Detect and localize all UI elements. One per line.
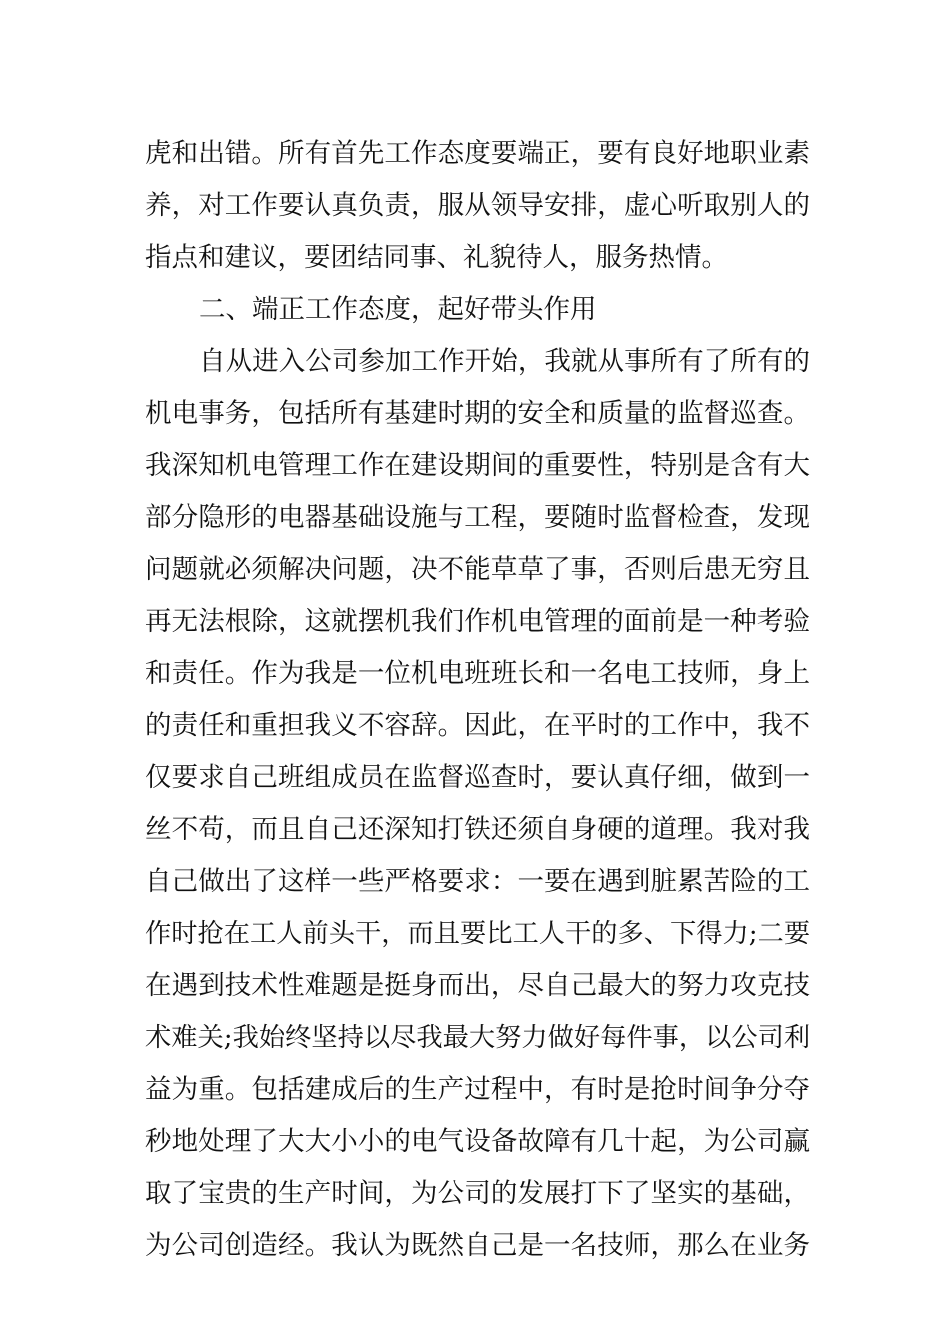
section-heading: 二、端正工作态度，起好带头作用 <box>199 294 597 325</box>
text-line: 部分隐形的电器基础设施与工程，要随时监督检查，发现 <box>145 502 810 533</box>
text-line: 机电事务，包括所有基建时期的安全和质量的监督巡查。 <box>145 398 810 429</box>
text-line: 再无法根除，这就摆机我们作机电管理的面前是一种考验 <box>145 606 810 637</box>
text-line: 术难关;我始终坚持以尽我最大努力做好每件事，以公司利 <box>145 1023 811 1053</box>
text-line: 丝不苟，而且自己还深知打铁还须自身硬的道理。我对我 <box>145 814 810 845</box>
text-line: 指点和建议，要团结同事、礼貌待人，服务热情。 <box>145 242 728 273</box>
text-line: 自从进入公司参加工作开始，我就从事所有了所有的 <box>199 346 810 377</box>
text-line: 的责任和重担我义不容辞。因此，在平时的工作中，我不 <box>145 710 810 741</box>
text-line: 自己做出了这样一些严格要求：一要在遇到脏累苦险的工 <box>145 866 810 897</box>
text-line: 仅要求自己班组成员在监督巡查时，要认真仔细，做到一 <box>145 762 810 793</box>
text-line: 虎和出错。所有首先工作态度要端正，要有良好地职业素 <box>145 138 810 169</box>
text-line: 问题就必须解决问题，决不能草草了事，否则后患无穷且 <box>145 554 810 585</box>
text-line: 在遇到技术性难题是挺身而出，尽自己最大的努力攻克技 <box>145 970 810 1001</box>
text-line: 为公司创造经。我认为既然自己是一名技师，那么在业务 <box>145 1230 810 1261</box>
text-line: 作时抢在工人前头干，而且要比工人干的多、下得力;二要 <box>145 919 811 949</box>
text-line: 取了宝贵的生产时间，为公司的发展打下了坚实的基础， <box>145 1178 810 1209</box>
text-line: 秒地处理了大大小小的电气设备故障有几十起，为公司赢 <box>145 1126 810 1157</box>
text-line: 益为重。包括建成后的生产过程中，有时是抢时间争分夺 <box>145 1074 810 1105</box>
text-line: 和责任。作为我是一位机电班班长和一名电工技师，身上 <box>145 658 810 689</box>
text-line: 养，对工作要认真负责，服从领导安排，虚心听取别人的 <box>145 190 810 221</box>
text-line: 我深知机电管理工作在建设期间的重要性，特别是含有大 <box>145 450 810 481</box>
document-body <box>145 128 810 1272</box>
